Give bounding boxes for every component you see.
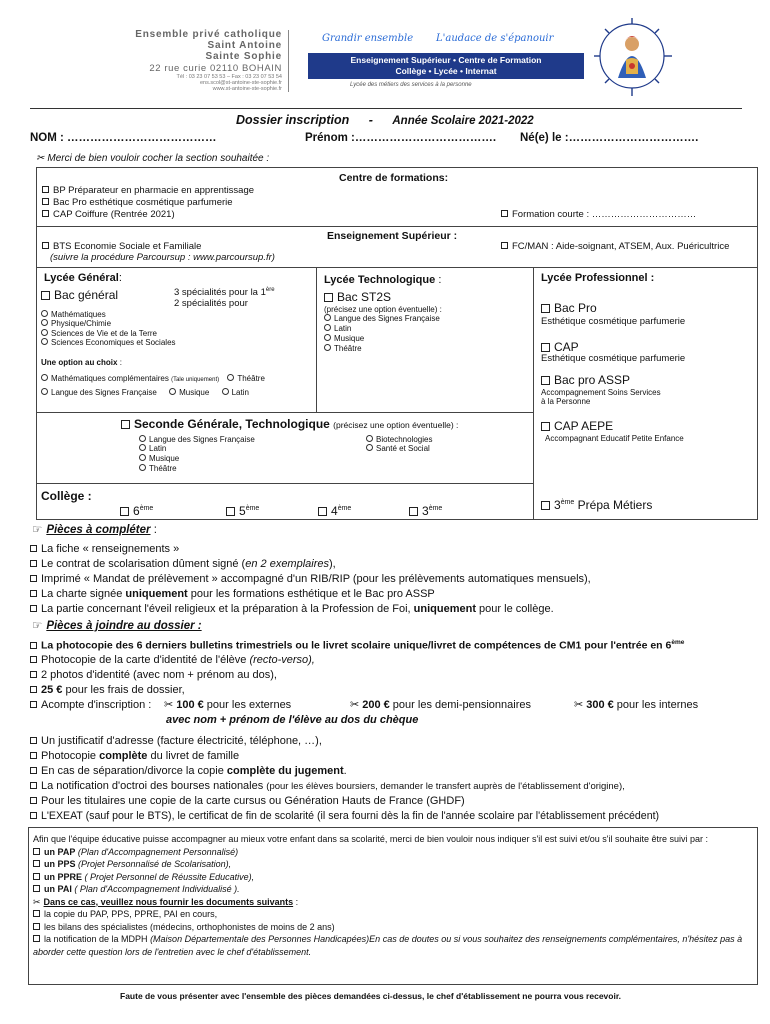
header-banner <box>308 53 584 79</box>
radio[interactable] <box>366 435 373 442</box>
checkbox[interactable] <box>33 923 40 930</box>
suivi-mdph[interactable]: la notification de la MDPH (Maison Départementale des Personnes Handicapées)En cas de doutes ou si vous souhaitez des renseignements complémentaires, n'hésitez pas à aborder cette question lors de l'entretien avec le chef d'établissement. <box>33 934 743 957</box>
suivi-item[interactable]: un PAP (Plan d'Accompagnement Personnalisé) <box>33 846 753 859</box>
seconde-option-item[interactable]: Langue des Signes Française <box>139 435 255 445</box>
spec-line2: 2 spécialités pour <box>174 298 248 309</box>
centre-item[interactable]: BP Préparateur en pharmacie en apprentissage <box>42 185 254 196</box>
superieur-section <box>36 226 758 268</box>
bts-note: (suivre la procédure Parcoursup : www.parcoursup.fr) <box>50 252 275 263</box>
footer-note: Faute de vous présenter avec l'ensemble des pièces demandées ci-dessus, le chef d'établissement ne pourra vous recevoir. <box>120 991 622 1001</box>
suivi-intro: Afin que l'équipe éducative puisse accompagner au mieux votre enfant dans sa scolarité, merci de bien vouloir nous indiquer s'il est suivi et/ou s'il souhaite être suivi par : <box>33 834 709 844</box>
checkbox[interactable] <box>120 507 129 516</box>
radio[interactable] <box>222 388 229 395</box>
seconde-option-item[interactable]: Théâtre <box>139 464 177 474</box>
lycee-pro-title: Lycée Professionnel : <box>541 272 655 284</box>
title-sep: - <box>368 113 373 127</box>
checkbox[interactable] <box>30 671 37 678</box>
school-logo <box>588 16 676 100</box>
lycee-techno-title: Lycée Technologique : <box>324 274 442 286</box>
checkbox[interactable] <box>541 422 550 431</box>
document-title <box>236 113 534 129</box>
option-math[interactable]: Mathématiques complémentaires (Tale uniquement) <box>41 374 219 383</box>
checkbox[interactable] <box>30 642 37 649</box>
prenom-field[interactable]: Prénom :………………………………. <box>305 132 497 144</box>
suivi-item[interactable]: un PPRE ( Projet Personnel de Réussite Educative), <box>33 871 753 884</box>
prepa-metiers-option[interactable]: 3ème Prépa Métiers <box>541 498 652 512</box>
subject-item[interactable]: Mathématiques <box>41 310 106 320</box>
joindre-photocopie[interactable]: Photocopie de la carte d'identité de l'élève (recto-verso), <box>30 654 315 667</box>
radio[interactable] <box>139 435 146 442</box>
scissors-icon: ✂ <box>33 896 41 907</box>
school-line3: Sainte Sophie <box>205 51 282 62</box>
seconde-option-item[interactable]: Santé et Social <box>366 444 430 454</box>
checkbox[interactable] <box>33 885 40 892</box>
techno-option[interactable]: Langue des Signes Française <box>324 314 440 324</box>
cap-desc: Esthétique cosmétique parfumerie <box>541 353 686 364</box>
checkbox[interactable] <box>33 910 40 917</box>
subject-item[interactable]: Sciences de Vie et de la Terre <box>41 329 157 339</box>
scissors-icon: ✂ <box>350 699 360 711</box>
joindre-ghdf[interactable]: Pour les titulaires une copie de la carte cursus ou Génération Hauts de France (GHDF) <box>30 795 465 808</box>
joindre-justificatif[interactable]: Un justificatif d'adresse (facture électricité, téléphone, …), <box>30 735 322 748</box>
school-phone: Tél : 03 23 07 53 53 – Fax : 03 23 07 53 54 <box>176 74 282 80</box>
checkbox[interactable] <box>30 797 37 804</box>
school-address: 22 rue curie 02110 BOHAIN <box>149 63 282 74</box>
radio[interactable] <box>41 374 48 381</box>
checkbox[interactable] <box>30 686 37 693</box>
grid-hline-1 <box>36 412 534 413</box>
title-main: Dossier inscription <box>236 113 350 127</box>
completer-item[interactable]: Imprimé « Mandat de prélèvement » accompagné d'un RIB/RIP (pour les prélèvements automatiques mensuels), <box>30 573 591 586</box>
completer-item[interactable]: La partie concernant l'éveil religieux et la préparation à la Profession de Foi, uniquement pour le collège. <box>30 603 554 616</box>
seconde-option[interactable]: Seconde Générale, Technologique (précisez une option éventuelle) : <box>121 417 458 431</box>
acompte-externes: ✂ 100 € pour les externes <box>164 699 292 711</box>
pointing-hand-icon: ☞ <box>32 620 43 632</box>
radio[interactable] <box>366 444 373 451</box>
college-level[interactable]: 6ème <box>120 504 153 518</box>
checkbox[interactable] <box>541 304 550 313</box>
scissors-icon: ✂ <box>574 699 584 711</box>
school-email: ens.scol@st-antoine-ste-sophie.fr <box>199 80 282 86</box>
radio[interactable] <box>139 444 146 451</box>
checkbox[interactable] <box>501 242 508 249</box>
checkbox[interactable] <box>409 507 418 516</box>
suivi-cas: ✂ Dans ce cas, veuillez nous fournir les documents suivants : <box>33 896 299 907</box>
checkbox[interactable] <box>30 656 37 663</box>
fcman-item[interactable]: FC/MAN : Aide-soignant, ATSEM, Aux. Puéricultrice <box>501 241 729 252</box>
bts-item[interactable]: BTS Economie Sociale et Familiale <box>42 241 201 252</box>
checkbox[interactable] <box>30 812 37 819</box>
checkbox[interactable] <box>30 560 37 567</box>
checkbox[interactable] <box>324 293 333 302</box>
checkbox[interactable] <box>30 737 37 744</box>
college-level[interactable]: 4ème <box>318 504 351 518</box>
radio[interactable] <box>324 334 331 341</box>
checkbox[interactable] <box>42 210 49 217</box>
school-identity <box>110 29 282 92</box>
cap-aepe-option[interactable]: CAP AEPE <box>541 419 613 433</box>
checkbox[interactable] <box>41 291 50 300</box>
grid-vline-1 <box>316 267 317 413</box>
pieces-joindre-title: ☞ Pièces à joindre au dossier : <box>32 620 202 632</box>
joindre-exeat[interactable]: L'EXEAT (sauf pour le BTS), le certificat de fin de scolarité (il sera fourni dès la fin de l'année scolaire par l'établissement précédent) <box>30 810 659 823</box>
assp-desc-2: à la Personne <box>541 397 591 406</box>
acompte-cheque: avec nom + prénom de l'élève au dos du chèque <box>166 714 419 726</box>
completer-item[interactable]: La charte signée uniquement pour les formations esthétique et le Bac pro ASSP <box>30 588 435 601</box>
checkbox[interactable] <box>33 935 40 942</box>
option-musique[interactable]: Musique <box>169 388 209 397</box>
radio[interactable] <box>139 454 146 461</box>
joindre-livret[interactable]: Photocopie complète du livret de famille <box>30 750 239 763</box>
acompte-internes: ✂ 300 € pour les internes <box>574 699 699 711</box>
radio[interactable] <box>324 344 331 351</box>
pointing-hand-icon: ☞ <box>32 524 43 536</box>
techno-option[interactable]: Théâtre <box>324 344 362 354</box>
completer-item[interactable]: La fiche « renseignements » <box>30 543 179 556</box>
birthdate-field[interactable]: Né(e) le :……………………………. <box>520 132 699 144</box>
header-tagline: Lycée des métiers des services à la personne <box>350 82 472 88</box>
subject-item[interactable]: Physique/Chimie <box>41 319 111 329</box>
slogan-left: Grandir ensemble <box>322 33 414 44</box>
school-line2: Saint Antoine <box>207 40 282 51</box>
joindre-frais[interactable]: 25 € pour les frais de dossier, <box>30 684 185 697</box>
grid-hline-2 <box>36 483 534 484</box>
radio[interactable] <box>169 388 176 395</box>
banner-line1: Enseignement Supérieur • Centre de Formation <box>350 55 542 65</box>
joindre-photos[interactable]: 2 photos d'identité (avec nom + prénom au dos), <box>30 669 277 682</box>
header-divider <box>288 30 289 92</box>
formation-courte[interactable]: Formation courte : …………………………… <box>501 209 696 220</box>
checkbox[interactable] <box>30 701 37 708</box>
seconde-option-item[interactable]: Musique <box>139 454 179 464</box>
radio[interactable] <box>41 310 48 317</box>
checkbox[interactable] <box>501 210 508 217</box>
centre-section <box>36 167 758 227</box>
option-theatre[interactable]: Théâtre <box>227 374 265 383</box>
joindre-separation[interactable]: En cas de séparation/divorce la copie complète du jugement. <box>30 765 347 778</box>
option-row-2 <box>41 388 249 398</box>
joindre-bulletin[interactable]: La photocopie des 6 derniers bulletins trimestriels ou le livret scolaire unique/livret de compétences de CM1 pour l'entrée en 6ème <box>30 639 684 652</box>
checkbox[interactable] <box>541 343 550 352</box>
title-year: Année Scolaire 2021-2022 <box>392 115 534 127</box>
radio[interactable] <box>227 374 234 381</box>
radio[interactable] <box>41 388 48 395</box>
option-langue[interactable]: Langue des Signes Française <box>41 388 157 397</box>
bac-general-option[interactable]: Bac général <box>41 288 118 302</box>
school-line1: Ensemble privé catholique <box>135 29 282 40</box>
radio[interactable] <box>324 314 331 321</box>
checkbox[interactable] <box>541 376 550 385</box>
checkbox[interactable] <box>30 767 37 774</box>
seconde-option-item[interactable]: Latin <box>139 444 166 454</box>
header-rule <box>30 108 742 109</box>
joindre-bourses[interactable]: La notification d'octroi des bourses nationales (pour les élèves boursiers, demander le transfert auprès de l'établissement d'origine), <box>30 780 625 793</box>
centre-item[interactable]: CAP Coiffure (Rentrée 2021) <box>42 209 175 220</box>
techno-option[interactable]: Musique <box>324 334 364 344</box>
checkbox[interactable] <box>42 198 49 205</box>
cap-option[interactable]: CAP <box>541 340 579 354</box>
radio[interactable] <box>41 329 48 336</box>
checkbox[interactable] <box>30 782 37 789</box>
checkbox[interactable] <box>30 545 37 552</box>
checkbox[interactable] <box>42 186 49 193</box>
seconde-option-item[interactable]: Biotechnologies <box>366 435 432 445</box>
suivi-doc[interactable]: la copie du PAP, PPS, PPRE, PAI en cours, <box>33 908 753 921</box>
college-level[interactable]: 3ème <box>409 504 442 518</box>
college-level[interactable]: 5ème <box>226 504 259 518</box>
checkbox[interactable] <box>226 507 235 516</box>
bac-pro-desc: Esthétique cosmétique parfumerie <box>541 316 686 327</box>
radio[interactable] <box>139 464 146 471</box>
lycee-general-title: Lycée Général: <box>44 272 122 284</box>
checkbox[interactable] <box>33 873 40 880</box>
suivi-box <box>28 827 758 985</box>
assp-desc-1: Accompagnement Soins Services <box>541 388 661 397</box>
scissors-icon: ✂ <box>164 699 174 711</box>
checkbox[interactable] <box>30 752 37 759</box>
superieur-title: Enseignement Supérieur : <box>327 230 458 242</box>
suivi-item[interactable]: un PAI ( Plan d'Accompagnement Individualisé ). <box>33 883 753 896</box>
centre-title: Centre de formations: <box>339 172 449 184</box>
option-row-1 <box>41 374 265 384</box>
acompte-demi: ✂ 200 € pour les demi-pensionnaires <box>350 699 531 711</box>
techno-note: (précisez une option éventuelle) : <box>324 305 442 314</box>
nom-field[interactable]: NOM : ………………………………… <box>30 132 217 144</box>
scissors-icon: ✂ <box>36 153 45 164</box>
checkbox[interactable] <box>30 605 37 612</box>
checkbox[interactable] <box>30 575 37 582</box>
radio[interactable] <box>324 324 331 331</box>
slogan-right: L'audace de s'épanouir <box>436 33 554 44</box>
pieces-completer-title: ☞ Pièces à compléter : <box>32 524 157 536</box>
techno-option[interactable]: Latin <box>324 324 351 334</box>
school-website: www.st-antoine-ste-sophie.fr <box>212 86 282 92</box>
assp-option[interactable]: Bac pro ASSP <box>541 373 630 387</box>
centre-item[interactable]: Bac Pro esthétique cosmétique parfumerie <box>42 197 233 208</box>
bac-pro-option[interactable]: Bac Pro <box>541 301 597 315</box>
suivi-doc[interactable]: les bilans des spécialistes (médecins, orthophonistes de moins de 2 ans) <box>33 921 753 934</box>
checkbox[interactable] <box>541 501 550 510</box>
radio[interactable] <box>41 319 48 326</box>
option-title: Une option au choix : <box>41 358 122 367</box>
checkbox[interactable] <box>33 860 40 867</box>
checkbox[interactable] <box>318 507 327 516</box>
option-latin[interactable]: Latin <box>222 388 249 397</box>
completer-item[interactable]: Le contrat de scolarisation dûment signé (en 2 exemplaires), <box>30 558 336 571</box>
joindre-acompte[interactable]: Acompte d'inscription : <box>30 699 151 712</box>
checkbox[interactable] <box>30 590 37 597</box>
college-title: Collège : <box>41 489 92 503</box>
cap-aepe-desc: Accompagnant Educatif Petite Enfance <box>545 434 684 443</box>
bac-st2s-option[interactable]: Bac ST2S <box>324 290 391 304</box>
banner-line2: Collège • Lycée • Internat <box>395 66 497 76</box>
checkbox[interactable] <box>121 420 130 429</box>
suivi-item[interactable]: un PPS (Projet Personnalisé de Scolarisation), <box>33 858 753 871</box>
checkbox[interactable] <box>42 242 49 249</box>
subject-item[interactable]: Sciences Economiques et Sociales <box>41 338 176 348</box>
spec-line1: 3 spécialités pour la 1ère <box>174 287 275 299</box>
instruction: ✂ Merci de bien vouloir cocher la section souhaitée : <box>36 153 270 164</box>
checkbox[interactable] <box>33 848 40 855</box>
radio[interactable] <box>41 338 48 345</box>
